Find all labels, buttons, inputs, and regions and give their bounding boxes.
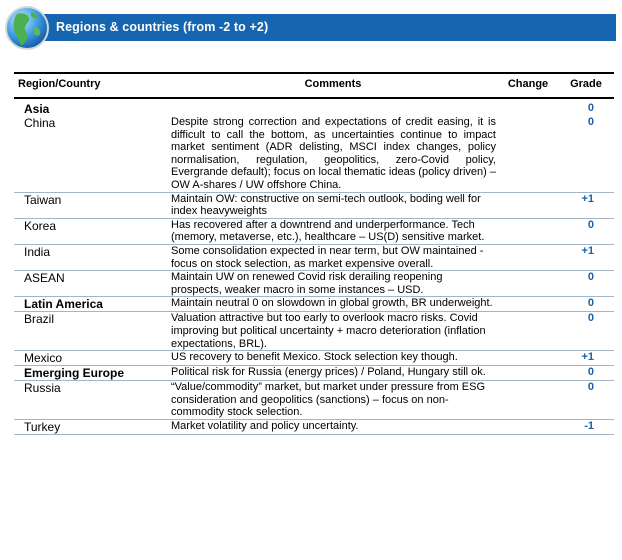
comment-cell: “Value/commodity” market, but market under pressure from ESG consideration and geopolitics (sanctions) – focus on non-commodity stock selection. — [168, 381, 498, 420]
change-cell — [498, 116, 558, 192]
column-header-grade: Grade — [558, 73, 614, 98]
change-cell — [498, 192, 558, 218]
grade-cell: 0 — [587, 102, 594, 114]
column-header-comments: Comments — [168, 73, 498, 98]
comment-cell: Political risk for Russia (energy prices) / Poland, Hungary still ok. — [168, 366, 498, 381]
region-cell: Korea — [14, 218, 168, 244]
comment-cell: Valuation attractive but too early to overlook macro risks. Covid improving but political uncertainty + macro deterioration (inflation expectations, BRL). — [168, 312, 498, 351]
grade-cell: 0 — [558, 297, 614, 312]
comment-cell: Has recovered after a downtrend and underperformance. Tech (memory, metaverse, etc.), healthcare – US(D) sensitive market. — [168, 218, 498, 244]
change-cell — [498, 419, 558, 434]
region-cell: Taiwan — [14, 192, 168, 218]
comment-cell: Maintain OW: constructive on semi-tech outlook, boding well for index heavyweights — [168, 192, 498, 218]
change-cell — [498, 312, 558, 351]
table-row — [14, 312, 614, 351]
change-cell — [498, 271, 558, 297]
grade-cell: +1 — [558, 192, 614, 218]
table-row — [14, 419, 614, 434]
region-cell: Latin America — [14, 297, 168, 312]
change-cell — [498, 381, 558, 420]
region-cell: China — [14, 116, 168, 192]
grade-cell: 0 — [558, 381, 614, 420]
table-row — [14, 381, 614, 420]
comment-cell: Market volatility and policy uncertainty. — [168, 419, 498, 434]
table-row — [14, 218, 614, 244]
comment-cell: Maintain neutral 0 on slowdown in global growth, BR underweight. — [168, 297, 498, 312]
region-cell: Emerging Europe — [14, 366, 168, 381]
table-row — [14, 297, 614, 312]
region-cell: India — [14, 244, 168, 270]
region-cell: Brazil — [14, 312, 168, 351]
column-header-change: Change — [498, 73, 558, 98]
table-row — [14, 244, 614, 270]
region-cell: ASEAN — [14, 271, 168, 297]
regions-table — [14, 72, 614, 435]
grade-cell: +1 — [558, 351, 614, 366]
region-cell: Mexico — [14, 351, 168, 366]
change-cell — [498, 297, 558, 312]
comment-cell: Despite strong correction and expectations of credit easing, it is difficult to call the bottom, as uncertainties continue to impact market sentiment (ADR delisting, MSCI index changes, policy normalisation, regulation, geopolitics, zero-Covid policy, Evergrande default); focus on local thematic ideas (policy driven) – OW A-shares / UW offshore China. — [168, 116, 498, 192]
section-banner — [4, 5, 614, 51]
globe-icon — [4, 5, 50, 51]
grade-cell: 0 — [558, 366, 614, 381]
grade-cell: -1 — [558, 419, 614, 434]
table-row — [14, 366, 614, 381]
table-row — [14, 351, 614, 366]
table-header-row — [14, 73, 614, 98]
column-header-region: Region/Country — [14, 73, 168, 98]
grade-cell: 0 — [558, 218, 614, 244]
change-cell — [498, 351, 558, 366]
region-cell: Turkey — [14, 419, 168, 434]
grade-cell: +1 — [558, 244, 614, 270]
table-row — [14, 98, 614, 116]
table-row — [14, 192, 614, 218]
grade-cell: 0 — [558, 312, 614, 351]
grade-cell: 0 — [558, 271, 614, 297]
change-cell — [498, 244, 558, 270]
region-cell: Asia — [24, 102, 50, 116]
comment-cell: Maintain UW on renewed Covid risk derailing reopening prospects, weaker macro in some instances – USD. — [168, 271, 498, 297]
table-row — [14, 116, 614, 192]
table-row — [14, 271, 614, 297]
change-cell — [498, 98, 558, 116]
change-cell — [498, 366, 558, 381]
change-cell — [498, 218, 558, 244]
region-cell: Russia — [14, 381, 168, 420]
comment-cell: US recovery to benefit Mexico. Stock selection key though. — [168, 351, 498, 366]
comment-cell: Some consolidation expected in near term, but OW maintained - focus on stock selection, as market expensive overall. — [168, 244, 498, 270]
banner-title: Regions & countries (from -2 to +2) — [56, 20, 269, 34]
grade-cell: 0 — [558, 116, 614, 192]
comment-cell — [168, 98, 498, 116]
